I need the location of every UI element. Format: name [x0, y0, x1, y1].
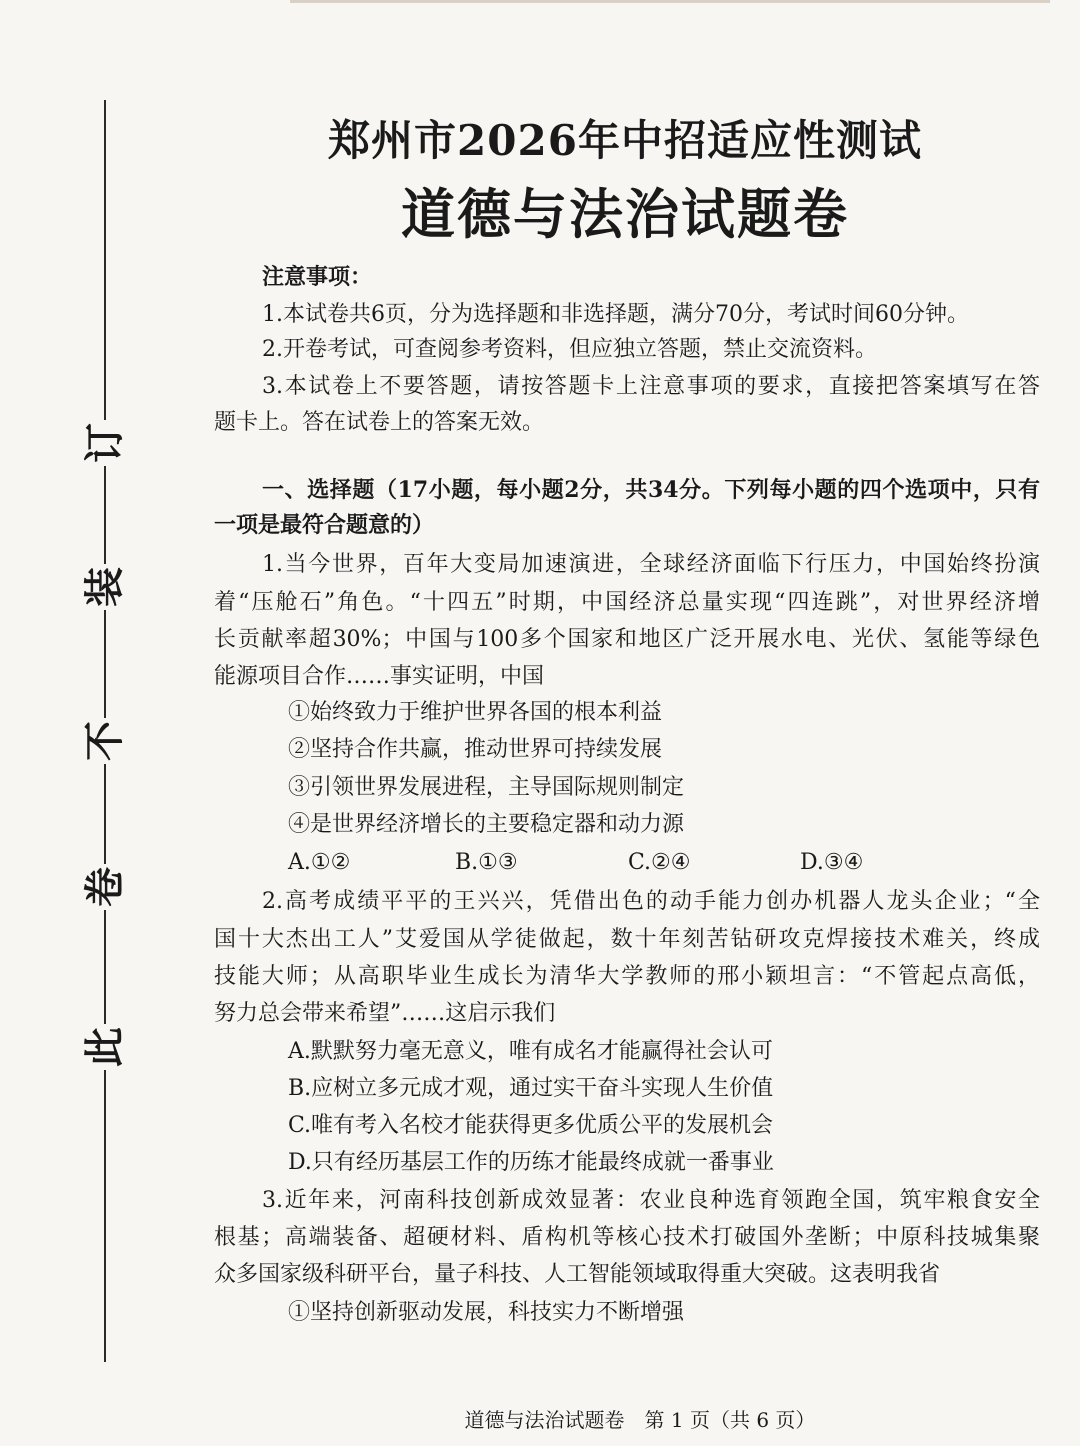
page-footer: 道德与法治试题卷 第 1 页（共 6 页）	[464, 1408, 816, 1432]
exam-subject-title: 道德与法治试题卷	[401, 182, 849, 246]
question-2-option: C.唯有考入名校才能获得更多优质公平的发展机会	[288, 1113, 774, 1138]
question-2-stem: 努力总会带来希望”……这启示我们	[214, 1001, 556, 1026]
question-1-stem: 1.当今世界，百年大变局加速演进，全球经济面临下行压力，中国始终扮演	[262, 552, 1040, 577]
scan-edge-line	[290, 0, 1050, 3]
choice-b: B.①③	[455, 850, 518, 875]
notice-item: 1.本试卷共6页，分为选择题和非选择题，满分70分，考试时间60分钟。	[262, 302, 969, 327]
section-heading: 一项是最符合题意的）	[214, 512, 435, 538]
question-1-statement: ④是世界经济增长的主要稳定器和动力源	[288, 812, 685, 837]
question-1-stem: 着“压舱石”角色。“十四五”时期，中国经济总量实现“四连跳”，对世界经济增	[214, 590, 1040, 615]
question-3-statement: ①坚持创新驱动发展，科技实力不断增强	[288, 1300, 685, 1325]
question-1-stem: 长贡献率超30%；中国与100多个国家和地区广泛开展水电、光伏、氢能等绿色	[214, 627, 1040, 652]
question-3-stem: 3.近年来，河南科技创新成效显著：农业良种选育领跑全国，筑牢粮食安全	[262, 1188, 1040, 1213]
question-2-option: B.应树立多元成才观，通过实干奋斗实现人生价值	[288, 1076, 774, 1101]
question-1-statement: ③引领世界发展进程，主导国际规则制定	[288, 775, 685, 800]
choice-d: D.③④	[800, 850, 864, 875]
question-1-stem: 能源项目合作……事实证明，中国	[214, 664, 545, 689]
notice-heading: 注意事项：	[262, 264, 373, 290]
notice-item: 题卡上。答在试卷上的答案无效。	[214, 410, 545, 435]
binding-char: 不	[80, 718, 130, 764]
section-heading: 一、选择题（17小题，每小题2分，共34分。下列每小题的四个选项中，只有	[262, 477, 1040, 503]
question-2-stem: 国十大杰出工人”艾爱国从学徒做起，数十年刻苦钻研攻克焊接技术难关，终成	[214, 927, 1040, 952]
question-3-stem: 根基；高端装备、超硬材料、盾构机等核心技术打破国外垄断；中原科技城集聚	[214, 1225, 1040, 1250]
exam-title: 郑州市2026年中招适应性测试	[328, 116, 922, 165]
binding-char: 装	[80, 564, 130, 610]
notice-item: 3.本试卷上不要答题，请按答题卡上注意事项的要求，直接把答案填写在答	[262, 374, 1040, 399]
question-2-option: A.默默努力毫无意义，唯有成名才能赢得社会认可	[288, 1039, 773, 1064]
question-1-statement: ①始终致力于维护世界各国的根本利益	[288, 700, 663, 725]
binding-char: 此	[80, 1024, 130, 1070]
notice-item: 2.开卷考试，可查阅参考资料，但应独立答题，禁止交流资料。	[262, 337, 877, 362]
question-2-option: D.只有经历基层工作的历练才能最终成就一番事业	[288, 1150, 774, 1175]
question-2-stem: 2.高考成绩平平的王兴兴，凭借出色的动手能力创办机器人龙头企业；“全	[262, 889, 1040, 914]
binding-char: 卷	[80, 864, 130, 910]
question-3-stem: 众多国家级科研平台，量子科技、人工智能领域取得重大突破。这表明我省	[214, 1262, 941, 1287]
question-1-statement: ②坚持合作共赢，推动世界可持续发展	[288, 737, 663, 762]
choice-c: C.②④	[628, 850, 691, 875]
question-2-stem: 技能大师；从高职毕业生成长为清华大学教师的邢小颖坦言：“不管起点高低，	[214, 964, 1040, 989]
choice-a: A.①②	[288, 850, 351, 875]
binding-char: 订	[80, 420, 130, 466]
